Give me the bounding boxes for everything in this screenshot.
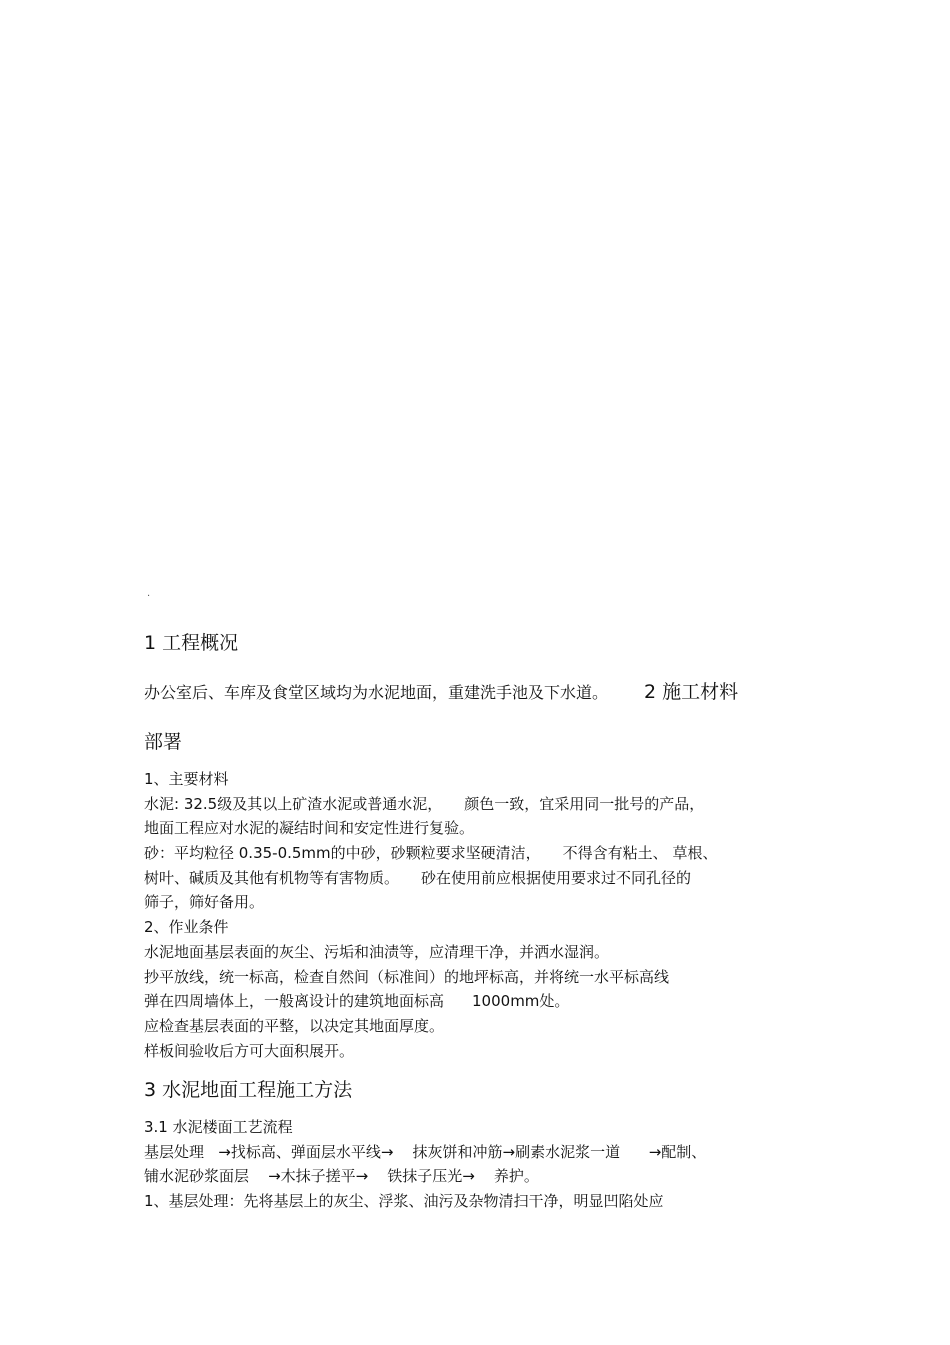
text-line xyxy=(144,841,824,866)
text-line xyxy=(144,792,824,817)
section-1-text: 办公室后、车库及食堂区域均为水泥地面，重建洗手池及下水道。 xyxy=(144,683,609,702)
section-3-heading: 3 水泥地面工程施工方法 xyxy=(144,1079,353,1101)
text-line: 筛子，筛好备用。 xyxy=(144,893,265,912)
text-span: 不得含有粘土、 草根、 xyxy=(562,844,718,863)
section-2-body xyxy=(144,767,824,1063)
text-span: 树叶、碱质及其他有机物等有害物质。 xyxy=(144,868,400,887)
section-2-heading-part2: 部署 xyxy=(144,731,183,753)
subheading-process-flow: 3.1 水泥楼面工艺流程 xyxy=(144,1118,293,1136)
stray-dot: · xyxy=(147,591,151,602)
text-span: 1000mm处。 xyxy=(472,992,570,1011)
text-line xyxy=(144,989,824,1014)
text-span: 砂：平均粒径 0.35-0.5mm的中砂，砂颗粒要求坚硬清洁， xyxy=(144,844,541,863)
section-1-text-line xyxy=(144,680,738,705)
text-span: 颜色一致，宜采用同一批号的产品， xyxy=(464,794,705,813)
section-2-heading-part1: 2 施工材料 xyxy=(644,681,739,703)
text-span: 弹在四周墙体上，一般离设计的建筑地面标高 xyxy=(144,992,445,1011)
section-3-body xyxy=(144,1115,834,1214)
section-1-heading: 1 工程概况 xyxy=(144,632,239,654)
text-line: 应检查基层表面的平整，以决定其地面厚度。 xyxy=(144,1016,445,1035)
text-line: 1、基层处理：先将基层上的灰尘、浮浆、油污及杂物清扫干净，明显凹陷处应 xyxy=(144,1192,664,1211)
text-line: 地面工程应对水泥的凝结时间和安定性进行复验。 xyxy=(144,819,475,838)
text-line: 铺水泥砂浆面层 →木抹子搓平→ 铁抹子压光→ 养护。 xyxy=(144,1167,539,1186)
text-line: 基层处理 →找标高、弹面层水平线→ 抹灰饼和冲筋→刷素水泥浆一道 →配制、 xyxy=(144,1142,707,1161)
text-line: 水泥地面基层表面的灰尘、污垢和油渍等，应清理干净，并洒水湿润。 xyxy=(144,942,610,961)
text-line xyxy=(144,866,824,891)
subheading-main-materials: 1、主要材料 xyxy=(144,770,229,788)
subheading-work-conditions: 2、作业条件 xyxy=(144,918,229,937)
text-line: 抄平放线，统一标高，检查自然间（标准间）的地坪标高，并将统一水平标高线 xyxy=(144,967,670,986)
text-line: 样板间验收后方可大面积展开。 xyxy=(144,1041,355,1060)
text-span: 水泥: 32.5级及其以上矿渣水泥或普通水泥， xyxy=(144,794,443,813)
text-span: 砂在使用前应根据使用要求过不同孔径的 xyxy=(421,868,692,887)
